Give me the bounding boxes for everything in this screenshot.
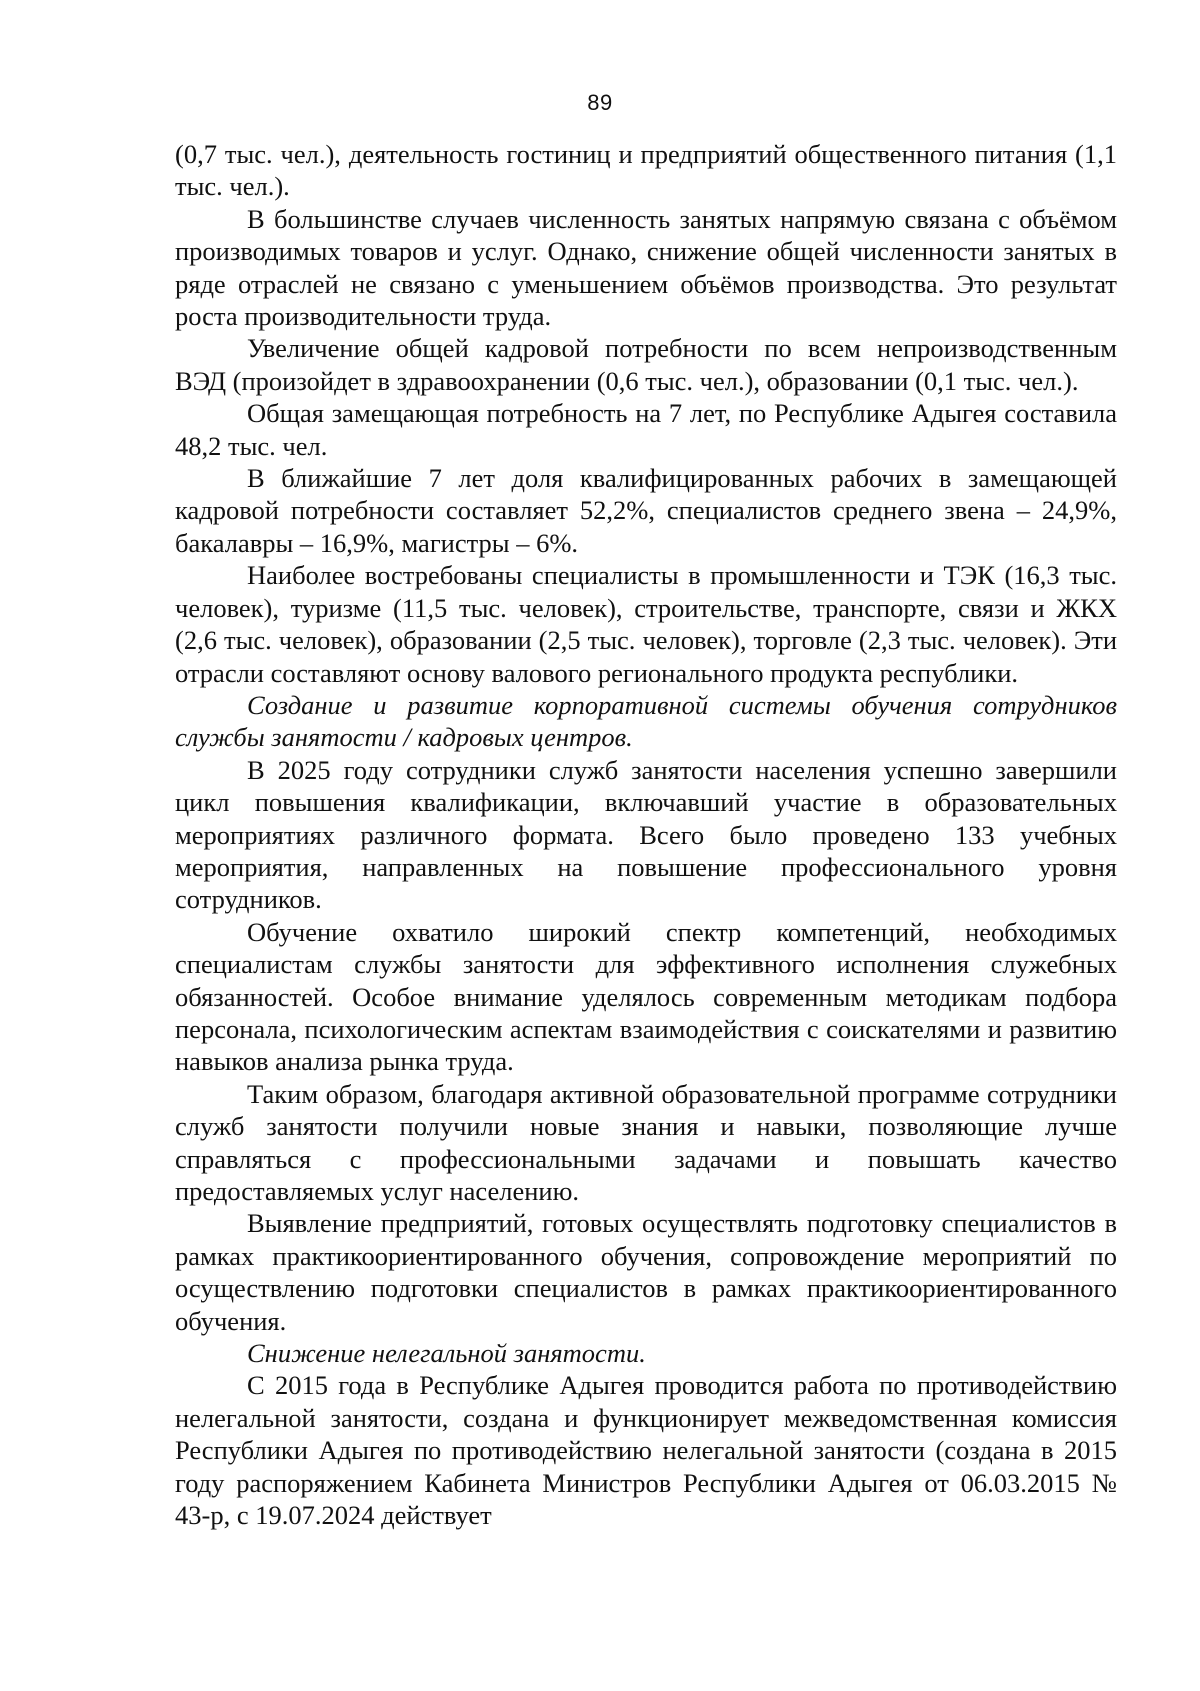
section-heading-paragraph: Создание и развитие корпоративной системы обучения сотрудников службы занятости / кадровых центров. xyxy=(175,689,1117,753)
body-paragraph: С 2015 года в Республике Адыгея проводится работа по противодействию нелегальной занятости, создана и функционирует межведомственная комиссия Республики Адыгея по противодействию нелегальной занятости (создана в 2015 году распоряжением Кабинета Министров Республики Адыгея от 06.03.2015 № 43-р, с 19.07.2024 действует xyxy=(175,1370,1117,1531)
body-paragraph: Таким образом, благодаря активной образовательной программе сотрудники служб занятости получили новые знания и навыки, позволяющие лучше справляться с профессиональными задачами и повышать качество предоставляемых услуг населению. xyxy=(175,1078,1117,1206)
body-paragraph: В 2025 году сотрудники служб занятости населения успешно завершили цикл повышения квалификации, включавший участие в образовательных мероприятиях различного формата. Всего было проведено 133 учебных мероприятия, направленных на повышение профессионального уровня сотрудников. xyxy=(175,754,1117,915)
body-paragraph: Обучение охватило широкий спектр компетенций, необходимых специалистам службы занятости для эффективного исполнения служебных обязанностей. Особое внимание уделялось современным методикам подбора персонала, психологическим аспектам взаимодействия с соискателями и развитию навыков анализа рынка труда. xyxy=(175,916,1117,1077)
body-paragraph: Общая замещающая потребность на 7 лет, по Республике Адыгея составила 48,2 тыс. чел. xyxy=(175,398,1117,461)
body-paragraph: Выявление предприятий, готовых осуществлять подготовку специалистов в рамках практикоориентированного обучения, сопровождение мероприятий по осуществлению подготовки специалистов в рамках практикоориентированного обучения. xyxy=(175,1208,1117,1336)
body-paragraph: Увеличение общей кадровой потребности по всем непроизводственным ВЭД (произойдет в здравоохранении (0,6 тыс. чел.), образовании (0,1 тыс. чел.). xyxy=(175,333,1117,396)
page-number: 89 xyxy=(587,90,613,115)
body-paragraph: В ближайшие 7 лет доля квалифицированных рабочих в замещающей кадровой потребности составляет 52,2%, специалистов среднего звена – 24,9%, бакалавры – 16,9%, магистры – 6%. xyxy=(175,463,1117,558)
section-heading-paragraph: Снижение нелегальной занятости. xyxy=(247,1338,646,1369)
page-body xyxy=(175,138,1117,1531)
body-paragraph: Наиболее востребованы специалисты в промышленности и ТЭК (16,3 тыс. человек), туризме (11,5 тыс. человек), строительстве, транспорте, связи и ЖКХ (2,6 тыс. человек), образовании (2,5 тыс. человек), торговле (2,3 тыс. человек). Эти отрасли составляют основу валового регионального продукта республики. xyxy=(175,560,1117,688)
body-paragraph: (0,7 тыс. чел.), деятельность гостиниц и предприятий общественного питания (1,1 тыс. чел.). xyxy=(175,139,1117,202)
body-paragraph: В большинстве случаев численность занятых напрямую связана с объёмом производимых товаров и услуг. Однако, снижение общей численности занятых в ряде отраслей не связано с уменьшением объёмов производства. Это результат роста производительности труда. xyxy=(175,203,1117,332)
